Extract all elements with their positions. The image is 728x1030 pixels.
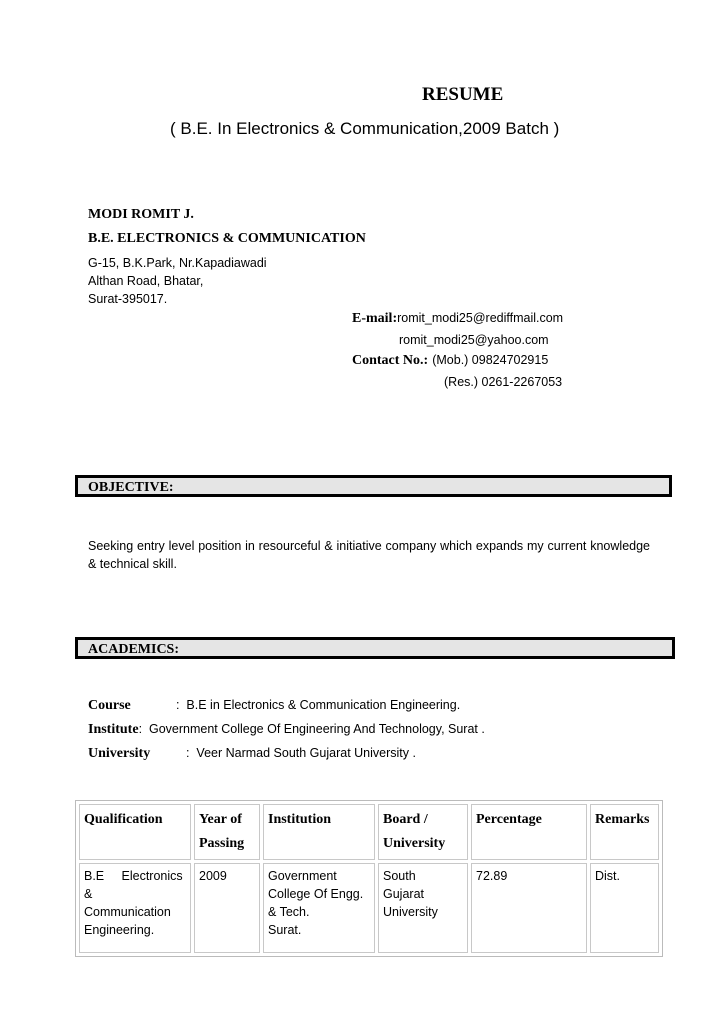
contact-line bbox=[352, 351, 548, 369]
header-board-line: University bbox=[383, 836, 446, 851]
academics-heading: ACADEMICS: bbox=[88, 642, 179, 657]
cell-line: B.E Electronics bbox=[84, 869, 183, 883]
objective-text: Seeking entry level position in resourceful & initiative company which expands my current knowledge & technical skill. bbox=[88, 539, 650, 571]
cell-line: Government bbox=[268, 869, 337, 883]
header-qualification: Qualification bbox=[79, 804, 191, 860]
address-line: Althan Road, Bhatar, bbox=[88, 274, 204, 288]
header-year-line: Passing bbox=[199, 836, 245, 851]
address-line: Surat-395017. bbox=[88, 292, 168, 306]
cell-line: Communication bbox=[84, 905, 171, 919]
email-label: E-mail: bbox=[352, 311, 398, 326]
institute-value: Government College Of Engineering And Technology, Surat . bbox=[148, 722, 485, 736]
cell-line: Surat. bbox=[268, 923, 302, 937]
header-remarks: Remarks bbox=[590, 804, 659, 860]
course-row: Course : B.E in Electronics & Communication Engineering. bbox=[88, 698, 461, 713]
objective-heading: OBJECTIVE: bbox=[88, 480, 174, 495]
email-secondary: romit_modi25@yahoo.com bbox=[399, 333, 549, 347]
table-row bbox=[79, 863, 659, 953]
cell-line: & bbox=[84, 887, 93, 901]
residence-number: (Res.) 0261-2267053 bbox=[444, 375, 563, 389]
resume-subtitle: ( B.E. In Electronics & Communication,2009 Batch ) bbox=[170, 119, 560, 138]
header-year bbox=[194, 804, 260, 860]
header-board-line: Board / bbox=[383, 812, 428, 827]
email-line bbox=[352, 309, 563, 327]
cell-year: 2009 bbox=[194, 863, 260, 953]
header-percentage: Percentage bbox=[471, 804, 587, 860]
cell-line: South bbox=[383, 869, 416, 883]
university-row: University : Veer Narmad South Gujarat University . bbox=[88, 746, 416, 761]
email-primary: romit_modi25@rediffmail.com bbox=[397, 311, 564, 325]
cell-percentage: 72.89 bbox=[471, 863, 587, 953]
qualification-table bbox=[75, 800, 663, 957]
course-value: B.E in Electronics & Communication Engineering. bbox=[186, 698, 461, 712]
candidate-name: MODI ROMIT J. bbox=[88, 207, 194, 222]
header-year-line: Year of bbox=[199, 812, 242, 827]
mobile-number: (Mob.) 09824702915 bbox=[432, 353, 549, 367]
university-label: University bbox=[88, 746, 151, 761]
address-line: G-15, B.K.Park, Nr.Kapadiawadi bbox=[88, 256, 267, 270]
candidate-degree: B.E. ELECTRONICS & COMMUNICATION bbox=[88, 231, 366, 246]
institute-row: Institute: Government College Of Engineering And Technology, Surat . bbox=[88, 722, 485, 737]
cell-remarks: Dist. bbox=[590, 863, 659, 953]
cell-line: College Of Engg. bbox=[268, 887, 364, 901]
cell-line: University bbox=[383, 905, 438, 919]
academics-heading-box bbox=[75, 637, 675, 659]
resume-title: RESUME bbox=[422, 84, 504, 105]
course-label: Course bbox=[88, 698, 131, 713]
institute-label: Institute bbox=[88, 722, 139, 737]
university-value: Veer Narmad South Gujarat University . bbox=[196, 746, 416, 760]
cell-line: & Tech. bbox=[268, 905, 310, 919]
cell-line: Engineering. bbox=[84, 923, 155, 937]
cell-line: Gujarat bbox=[383, 887, 424, 901]
contact-label: Contact No.: bbox=[352, 353, 429, 368]
header-board bbox=[378, 804, 468, 860]
table-header-row bbox=[79, 804, 659, 860]
header-institution: Institution bbox=[263, 804, 375, 860]
cell-qualification bbox=[79, 863, 191, 953]
objective-heading-box bbox=[75, 475, 672, 497]
cell-board bbox=[378, 863, 468, 953]
cell-institution bbox=[263, 863, 375, 953]
